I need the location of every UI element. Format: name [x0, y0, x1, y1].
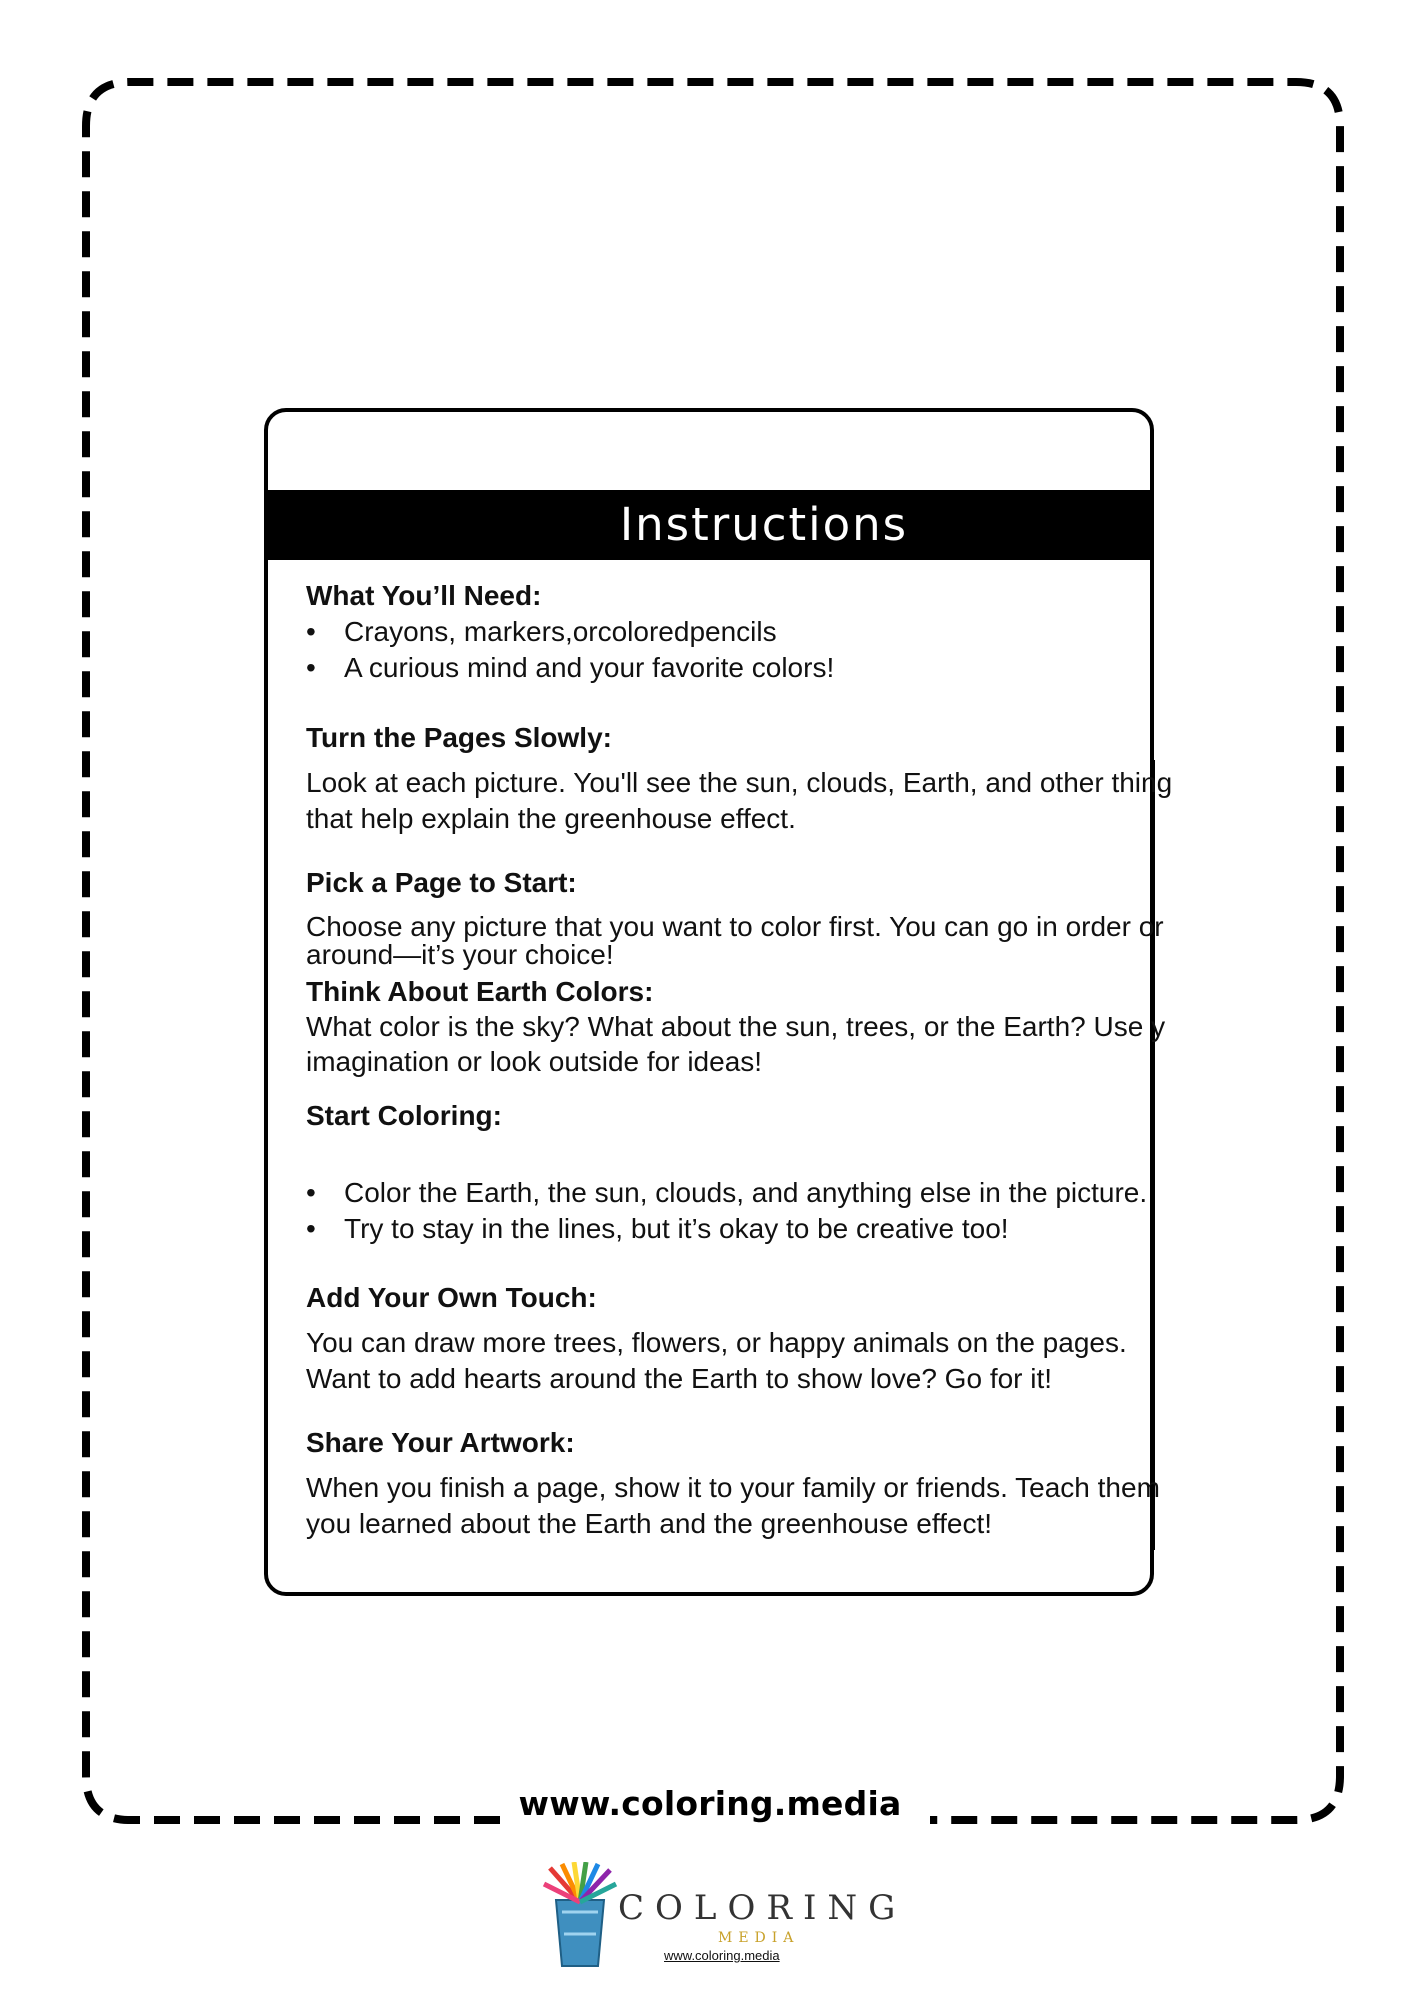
list-item: • Crayons, markers,orcoloredpencils — [306, 614, 777, 650]
paragraph-line: you learned about the Earth and the greenhouse effect! — [306, 1508, 992, 1539]
section-heading: Share Your Artwork: — [306, 1427, 575, 1458]
paragraph-line: Choose any picture that you want to color first. You can go in order or — [306, 911, 1164, 942]
bullet-icon: • — [306, 1213, 316, 1244]
paragraph-line: Want to add hearts around the Earth to show love? Go for it! — [306, 1363, 1053, 1394]
section-heading: What You’ll Need: — [306, 580, 542, 611]
section-heading: Turn the Pages Slowly: — [306, 722, 612, 753]
section-heading: Add Your Own Touch: — [306, 1282, 597, 1313]
paragraph-line: You can draw more trees, flowers, or happy animals on the pages. — [306, 1327, 1127, 1358]
footer-website-link[interactable]: www.coloring.media — [518, 1784, 902, 1823]
pencil-cup-icon — [544, 1862, 616, 1966]
paragraph-line: Look at each picture. You'll see the sun, clouds, Earth, and other thing — [306, 767, 1173, 798]
list-item: • Try to stay in the lines, but it’s okay to be creative too! — [306, 1211, 1009, 1247]
logo-subtitle: MEDIA — [718, 1930, 800, 1946]
instructions-content — [306, 578, 1214, 1558]
paragraph-line: When you finish a page, show it to your family or friends. Teach them — [306, 1472, 1160, 1503]
paragraph-line: What color is the sky? What about the sun, trees, or the Earth? Use y — [306, 1011, 1166, 1042]
logo-wordmark: COLORING — [618, 1888, 907, 1928]
logo-website-link[interactable]: www.coloring.media — [664, 1948, 780, 1963]
bullet-icon: • — [306, 616, 316, 647]
section-heading: Pick a Page to Start: — [306, 867, 577, 898]
paragraph-line: imagination or look outside for ideas! — [306, 1046, 763, 1077]
instructions-title: Instructions — [264, 490, 1154, 560]
bullet-icon: • — [306, 652, 316, 683]
paragraph-line: that help explain the greenhouse effect. — [306, 803, 796, 834]
bullet-icon: • — [306, 1177, 316, 1208]
list-item: • A curious mind and your favorite colors! — [306, 650, 834, 686]
section-heading: Think About Earth Colors: — [306, 976, 654, 1007]
section-heading: Start Coloring: — [306, 1100, 502, 1131]
paragraph-line: around—it’s your choice! — [306, 939, 614, 970]
list-item: • Color the Earth, the sun, clouds, and anything else in the picture. — [306, 1175, 1147, 1211]
